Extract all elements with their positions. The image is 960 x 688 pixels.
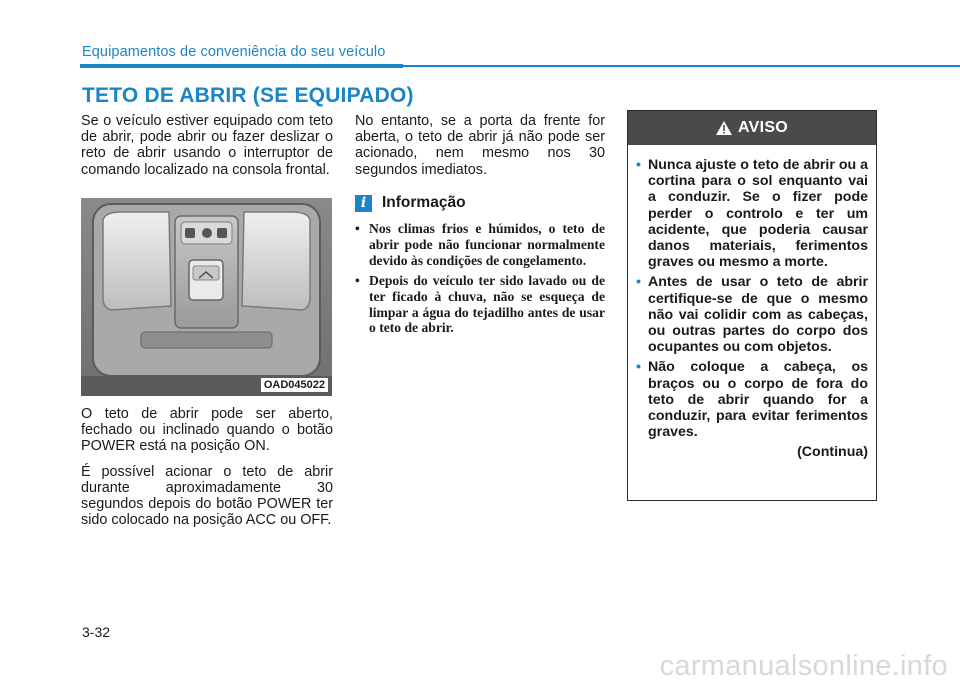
middle-column	[355, 113, 605, 187]
warning-box	[627, 110, 877, 501]
info-icon: i	[355, 195, 372, 212]
info-header	[355, 194, 466, 212]
list-item: • Antes de usar o teto de abrir certifique-se de que o mesmo não vai colidir com as cabeças, ou outras partes do corpo dos ocupantes ou com objetos.	[636, 274, 868, 355]
overhead-console-photo	[81, 198, 332, 396]
list-item: • Não coloque a cabeça, os braços ou o corpo de fora do teto de abrir quando for a conduzir, para evitar ferimentos graves.	[636, 359, 868, 440]
warning-header	[628, 111, 876, 145]
left-column-bottom	[81, 406, 333, 537]
warning-list	[628, 145, 876, 440]
info-list	[355, 221, 605, 340]
timer-paragraph: É possível acionar o teto de abrir durante aproximadamente 30 segundos depois do botão POWER ter sido colocado na posição ACC ou OFF.	[81, 463, 333, 529]
list-item: • Depois do veículo ter sido lavado ou de ter ficado à chuva, não se esqueça de limpar a água do tejadilho antes de usar o teto de abrir.	[355, 273, 605, 337]
section-header: Equipamentos de conveniência do seu veículo	[82, 44, 386, 60]
list-item: • Nos climas frios e húmidos, o teto de abrir pode não funcionar normalmente devido às condições de congelamento.	[355, 221, 605, 269]
list-item: • Nunca ajuste o teto de abrir ou a cortina para o sol enquanto vai a conduzir. Se o fizer pode perder o controlo e ter um acidente, que poderia causar danos materiais, ferimentos graves ou mesmo a morte.	[636, 157, 868, 270]
warning-title: AVISO	[737, 119, 789, 136]
page-number: 3-32	[82, 624, 111, 640]
image-code: OAD045022	[261, 378, 328, 392]
power-paragraph: O teto de abrir pode ser aberto, fechado ou inclinado quando o botão POWER está na posição ON.	[81, 406, 333, 455]
warning-triangle-icon	[716, 121, 732, 135]
header-rule	[80, 64, 960, 68]
left-column	[81, 113, 333, 187]
info-title: Informação	[382, 194, 466, 211]
watermark: carmanualsonline.info	[659, 650, 948, 682]
intro-paragraph: Se o veículo estiver equipado com teto de abrir, pode abrir ou fazer deslizar o reto de abrir usando o interruptor de comando localizado na consola frontal.	[81, 113, 333, 178]
door-paragraph: No entanto, se a porta da frente for aberta, o teto de abrir já não pode ser acionado, nem mesmo nos 30 segundos imediatos.	[355, 113, 605, 178]
continued-label: (Continua)	[797, 444, 868, 461]
page-title: TETO DE ABRIR (SE EQUIPADO)	[82, 84, 414, 107]
